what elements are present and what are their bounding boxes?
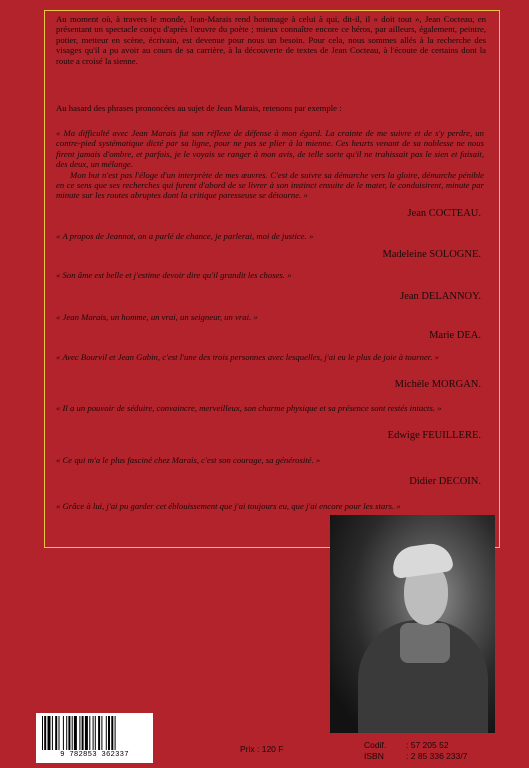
quote-sologne (56, 231, 484, 241)
portrait-photo (330, 515, 495, 733)
codif-label: Codif. (364, 740, 387, 750)
codes-block: Codif. : 57 205 52 ISBN : 2 85 336 233/7 (364, 740, 468, 761)
quote-delannoy (56, 270, 484, 280)
quote-text: « Ce qui m'a le plus fasciné chez Marais, c'est son courage, sa générosité. » (56, 455, 321, 465)
lead-sentence: Au hasard des phrases prononcées au sujet de Jean Marais, retenons par exemple : (56, 103, 342, 113)
price-label: Prix : 120 F (240, 744, 284, 754)
quote-text: « Avec Bourvil et Jean Gabin, c'est l'une des trois personnes avec lesquelles, j'ai eu le plus de joie à tourner. » (56, 352, 439, 362)
quote-text: « A propos de Jeannot, on a parlé de chance, je parlerai, moi de justice. » (56, 231, 314, 241)
barcode (36, 713, 153, 763)
author-feuillere: Edwige FEUILLERE. (387, 430, 481, 441)
intro-paragraph: Au moment où, à travers le monde, Jean-Marais rend hommage à celui à qui, dit-il, il « doit tout », Jean Cocteau, en présentant un spectacle conçu d'après l'œuvre du poète ; mieux connaître encore ce héros, par ailleurs, également, peintre, potier, metteur en scène, écrivain, est devenue pour nous un besoin. Pour cela, nous sommes allés à la recherche des visages qu'il a pu avoir au cours de sa carrière, à la découverte de textes de Jean Cocteau, à l'écoute de certains dont la route a croisé la sienne. (56, 14, 486, 66)
codif-value: 57 205 52 (410, 740, 449, 750)
author-morgan: Michèle MORGAN. (394, 379, 481, 390)
author-delannoy: Jean DELANNOY. (400, 291, 481, 302)
author-cocteau: Jean COCTEAU. (407, 208, 481, 219)
quote-text: « Il a un pouvoir de séduire, convaincre, merveilleux, son charme physique et sa présence sont restés intacts. » (56, 403, 442, 413)
isbn-label: ISBN (364, 750, 384, 761)
quote-morgan (56, 352, 484, 362)
quote-text: « Son âme est belle et j'estime devoir dire qu'il grandit les choses. » (56, 270, 292, 280)
barcode-bars (40, 716, 149, 750)
quote-moreau (56, 501, 484, 511)
quote-text: « Jean Marais, un homme, un vrai, un seigneur, un vrai. » (56, 312, 258, 322)
isbn-value: 2 85 336 233/7 (410, 750, 468, 761)
quote-feuillere (56, 403, 484, 413)
quote-cocteau (56, 128, 484, 201)
barcode-number: 9 782853 362337 (60, 751, 129, 759)
quote-text: « Grâce à lui, j'ai pu garder cet éblouissement que j'ai toujours eu, que j'ai encore pour les stars. » (56, 501, 401, 511)
author-sologne: Madeleine SOLOGNE. (382, 249, 481, 260)
author-decoin: Didier DECOIN. (409, 476, 481, 487)
author-dea: Marie DEA. (429, 330, 481, 341)
quote-text: « Ma difficulté avec Jean Marais fut son réflexe de défense à mon égard. La crainte de me suivre et de s'y perdre, un contre-pied systématique dicté par sa ligne, pour ne pas se plier à la mienne. Ces heurts venant de sa noblesse ne nous firent jamais d'ombre, et parfois, je le voyais se ranger à mon avis, de telle sorte qu'il ne trahissait pas le sien et faisait, des deux, un mélange. (56, 128, 484, 170)
quote-dea (56, 312, 484, 322)
quote-text: Mon but n'est pas l'éloge d'un interprète de mes œuvres. C'est de suivre sa démarche vers la gloire, démarche pénible en ce sens que ses recherches qui furent d'abord de se livrer à son instinct ensuite de le mater, le conduisirent, minute par minute sur les routes abruptes dont la critique paresseuse se détourne. » (56, 169, 484, 201)
quote-decoin (56, 455, 484, 465)
